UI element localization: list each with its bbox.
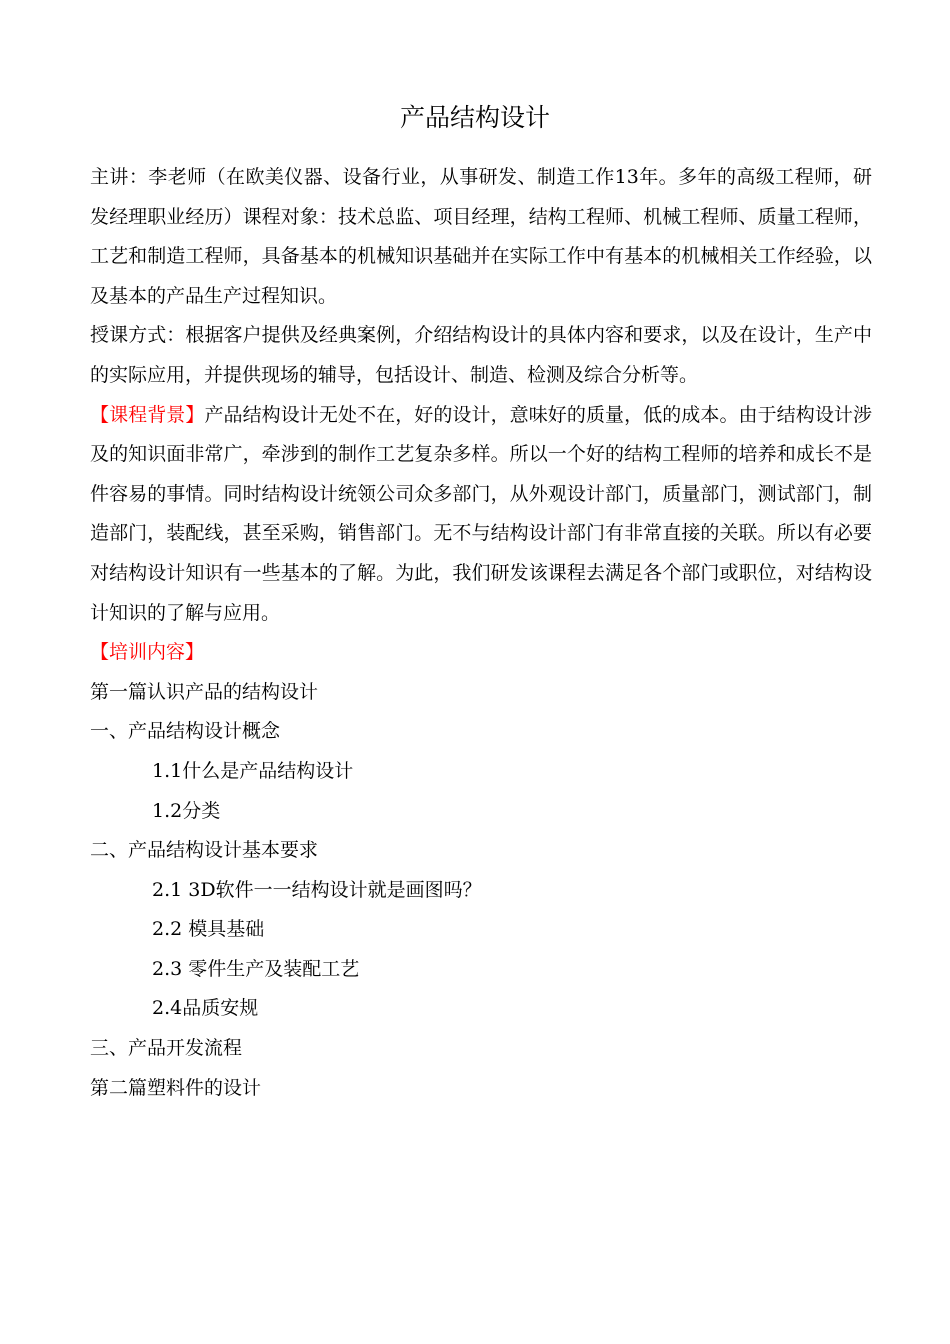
training-content-label: 【培训内容】 [90, 641, 205, 664]
section-three-heading: 三、产品开发流程 [90, 1037, 243, 1060]
intro-method-paragraph: 授课方式：根据客户提供及经典案例，介绍结构设计的具体内容和要求，以及在设计，生产中的实际应用，并提供现场的辅导，包括设计、制造、检测及综合分析等。 [90, 324, 872, 386]
section-two-heading: 二、产品结构设计基本要求 [90, 839, 319, 862]
course-background-label: 【课程背景】 [90, 403, 205, 426]
section-two-item: 2.2 模具基础 [152, 918, 265, 941]
section-two-item: 2.3 零件生产及装配工艺 [152, 957, 360, 980]
section-one-item: 1.1什么是产品结构设计 [152, 759, 354, 782]
section-two-item: 2.4品质安规 [152, 997, 259, 1020]
part-two-heading: 第二篇塑料件的设计 [90, 1076, 262, 1099]
document-body [90, 158, 872, 1108]
course-background-paragraph [90, 396, 872, 634]
course-background-text: 产品结构设计无处不在，好的设计，意味好的质量，低的成本。由于结构设计涉及的知识面非常广，牵涉到的制作工艺复杂多样。所以一个好的结构工程师的培养和成长不是件容易的事情。同时结构设计统领公司众多部门，从外观设计部门，质量部门，测试部门，制造部门，装配线，甚至采购，销售部门。无不与结构设计部门有非常直接的关联。所以有必要对结构设计知识有一些基本的了解。为此，我们研发该课程去满足各个部门或职位，对结构设计知识的了解与应用。 [90, 403, 872, 624]
section-one-item: 1.2分类 [152, 799, 221, 822]
part-one-heading: 第一篇认识产品的结构设计 [90, 680, 319, 703]
section-two-item: 2.1 3D软件一一结构设计就是画图吗？ [152, 878, 482, 901]
intro-speaker-paragraph: 主讲：李老师（在欧美仪器、设备行业，从事研发、制造工作13年。多年的高级工程师，研发经理职业经历）课程对象：技术总监、项目经理，结构工程师、机械工程师、质量工程师，工艺和制造工程师，具备基本的机械知识基础并在实际工作中有基本的机械相关工作经验，以及基本的产品生产过程知识。 [90, 166, 872, 307]
section-one-heading: 一、产品结构设计概念 [90, 720, 281, 743]
document-title: 产品结构设计 [399, 103, 550, 132]
